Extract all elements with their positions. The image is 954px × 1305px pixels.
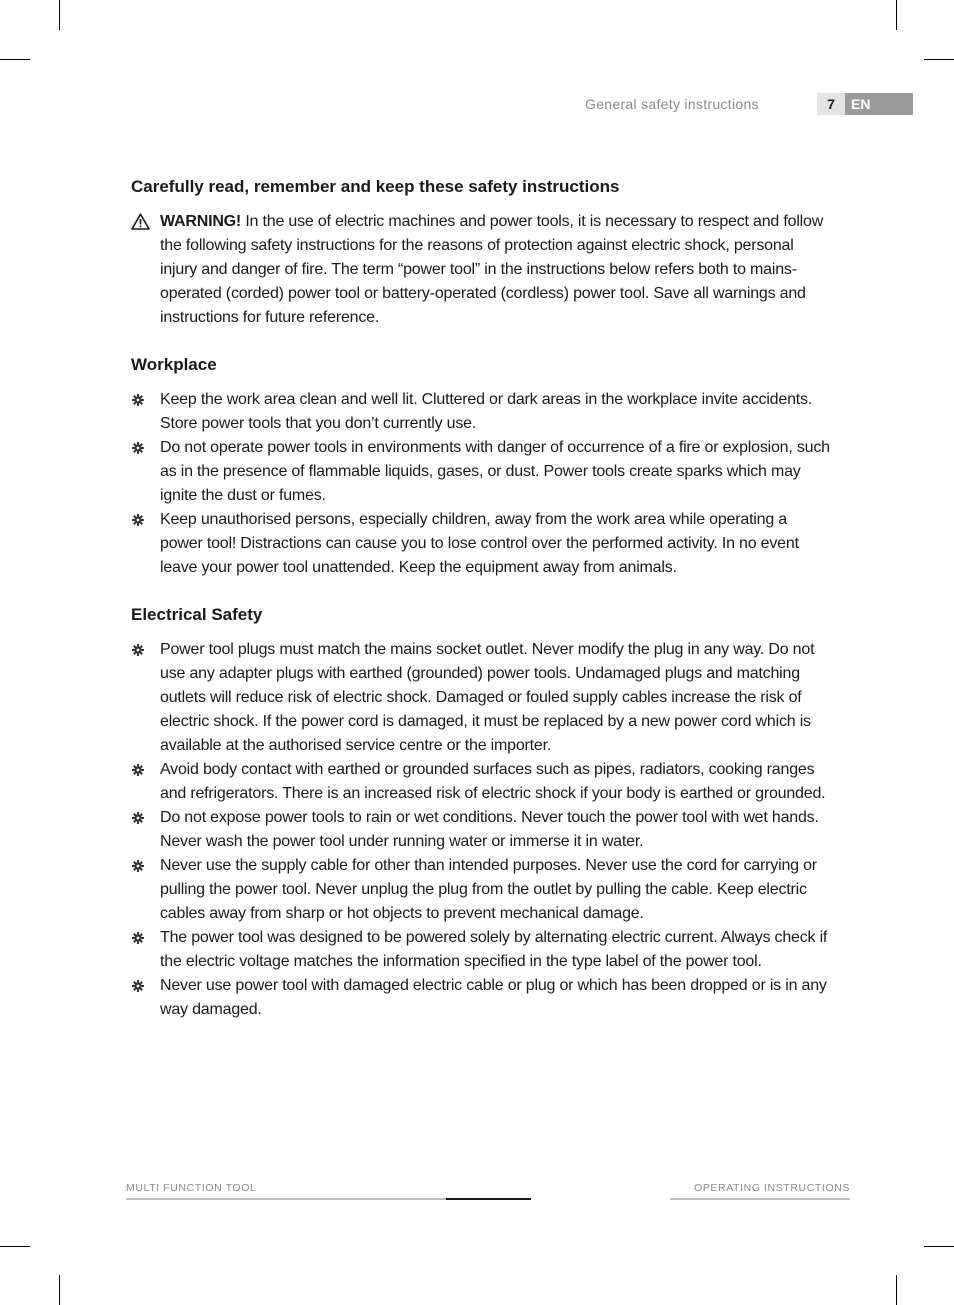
- list-item-text: Never use the supply cable for other than intended purposes. Never use the cord for carrying or pulling the power tool. Never unplug the plug from the outlet by pulling the cable. Keep electric cables away from sharp or hot objects to prevent mechanical damage.: [160, 857, 817, 922]
- list-item-text: Keep the work area clean and well lit. Cluttered or dark areas in the workplace invite accidents. Store power tools that you don’t currently use.: [160, 391, 813, 432]
- crop-mark: [924, 1246, 954, 1247]
- list-item-text: Power tool plugs must match the mains socket outlet. Never modify the plug in any way. Do not use any adapter plugs with earthed (grounded) power tools. Undamaged plugs and matching outlets will reduce risk of electric shock. Damaged or fouled supply cables increase the risk of electric shock. If the power cord is damaged, it must be replaced by a new power cord which is available at the authorised service centre or the importer.: [160, 641, 815, 754]
- section-workplace: [131, 353, 831, 580]
- footer-doc-type: OPERATING INSTRUCTIONS: [694, 1182, 850, 1194]
- crop-mark: [896, 1275, 897, 1305]
- main-heading: Carefully read, remember and keep these safety instructions: [131, 177, 620, 196]
- gear-bullet-icon: [132, 644, 144, 656]
- gear-bullet-icon: [132, 442, 144, 454]
- bullet-list: [131, 388, 831, 580]
- bullet-list: [131, 638, 831, 1022]
- section-electrical-safety: [131, 603, 831, 1022]
- gear-bullet-icon: [132, 764, 144, 776]
- list-item: [131, 436, 831, 508]
- list-item-text: Avoid body contact with earthed or grounded surfaces such as pipes, radiators, cooking ranges and refrigerators. There is an increased risk of electric shock if your body is earthed or grounded.: [160, 761, 826, 802]
- section-heading: Workplace: [131, 355, 217, 374]
- list-item: [131, 974, 831, 1022]
- warning-text: In the use of electric machines and power tools, it is necessary to respect and follow the following safety instructions for the reasons of protection against electric shock, personal injury and danger of fire. The term “power tool” in the instructions below refers both to mains-operated (corded) power tool or battery-operated (cordless) power tool. Save all warnings and instructions for future reference.: [160, 213, 824, 326]
- list-item: [131, 388, 831, 436]
- warning-label: WARNING!: [160, 213, 242, 230]
- gear-bullet-icon: [132, 980, 144, 992]
- crop-mark: [896, 0, 897, 30]
- gear-bullet-icon: [132, 812, 144, 824]
- section-title: General safety instructions: [585, 96, 759, 112]
- list-item-text: Do not operate power tools in environments with danger of occurrence of a fire or explosion, such as in the presence of flammable liquids, gases, or dust. Power tools create sparks which may ignite the dust or fumes.: [160, 439, 830, 504]
- list-item: [131, 926, 831, 974]
- list-item: [131, 806, 831, 854]
- page-header: [585, 92, 915, 116]
- crop-mark: [0, 1246, 30, 1247]
- list-item: [131, 758, 831, 806]
- footer-rule-accent: [446, 1198, 531, 1200]
- warning-triangle-icon: [131, 213, 150, 230]
- list-item-text: Do not expose power tools to rain or wet conditions. Never touch the power tool with wet hands. Never wash the power tool under running water or immerse it in water.: [160, 809, 819, 850]
- page-number: 7: [817, 93, 845, 115]
- list-item: [131, 508, 831, 580]
- gear-bullet-icon: [132, 860, 144, 872]
- section-heading: Electrical Safety: [131, 605, 263, 624]
- list-item: [131, 854, 831, 926]
- warning-paragraph: [131, 210, 831, 330]
- crop-mark: [924, 59, 954, 60]
- list-item: [131, 638, 831, 758]
- list-item-text: Keep unauthorised persons, especially children, away from the work area while operating a power tool! Distractions can cause you to lose control over the performed activity. In no event leave your power tool unattended. Keep the equipment away from animals.: [160, 511, 799, 576]
- document-body: [131, 175, 831, 1045]
- list-item-text: The power tool was designed to be powered solely by alternating electric current. Always check if the electric voltage matches the information specified in the type label of the power tool.: [160, 929, 828, 970]
- footer-product-name: MULTI FUNCTION TOOL: [126, 1182, 257, 1194]
- list-item-text: Never use power tool with damaged electric cable or plug or which has been dropped or is in any way damaged.: [160, 977, 827, 1018]
- gear-bullet-icon: [132, 394, 144, 406]
- gear-bullet-icon: [132, 514, 144, 526]
- crop-mark: [0, 59, 30, 60]
- crop-mark: [59, 0, 60, 30]
- gear-bullet-icon: [132, 932, 144, 944]
- footer-rule: [670, 1198, 850, 1200]
- language-badge: EN: [845, 93, 913, 115]
- footer-rule: [126, 1198, 446, 1200]
- page-footer: [126, 1180, 850, 1204]
- crop-mark: [59, 1275, 60, 1305]
